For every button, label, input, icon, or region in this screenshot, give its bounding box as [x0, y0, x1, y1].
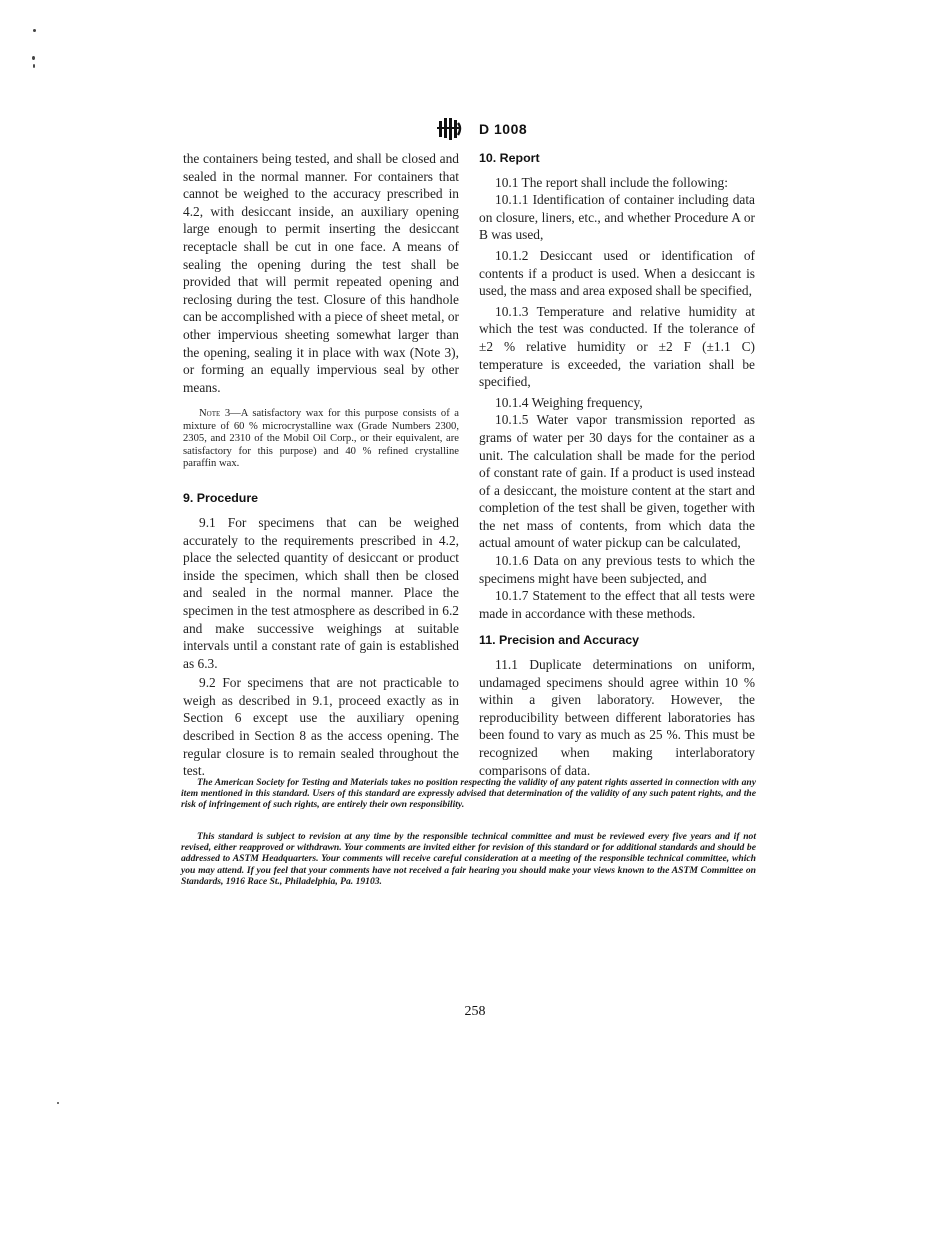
left-column: [183, 150, 459, 780]
astm-logo-icon: [437, 117, 463, 141]
section-9-heading: 9. Procedure: [183, 491, 259, 506]
scan-speck: [57, 1102, 59, 1104]
paragraph-10-1-5: 10.1.5 Water vapor transmission reported as grams of water per 30 days for the container as a unit. The calculation shall be made for the period of constant rate of gain. If a product is used instead of a desiccant, the moisture content at the start and completion of the test shall be given, together with the net mass of contents, from which data the actual amount of water pickup can be calculated,: [479, 412, 755, 551]
paragraph-9-1: 9.1 For specimens that can be weighed accurately to the requirements prescribed in 4.2, place the selected quantity of desiccant or product inside the specimen, which shall then be closed and sealed in the normal manner. Place the specimen in the test atmosphere as described in 6.2 and make successive weighings at suitable intervals until a constant rate of gain is established as 6.3.: [183, 514, 459, 671]
standard-designation: D 1008: [479, 121, 528, 137]
paragraph-11-1: 11.1 Duplicate determinations on uniform, undamaged specimens should agree within 10 % within a given laboratory. However, the reproducibility between different laboratories has been found to vary as much as 25 %. This must be recognized when making interlaboratory comparisons of data.: [479, 657, 755, 778]
paragraph-10-1-3: 10.1.3 Temperature and relative humidity at which the test was conducted. If the tolerance of ±2 % relative humidity or ±2 F (±1.1 C) temperature is exceeded, the variation shall be specified,: [479, 303, 755, 390]
note-3-text: —A satisfactory wax for this purpose consists of a mixture of 60 % microcrystalline wax (Grade Numbers 2300, 2305, and 2310 of the Mobil Oil Corp., or their equivalent, are satisfactory for this purpose) and 40 % refined crystalline paraffin wax.: [183, 408, 460, 469]
scan-speck: [33, 64, 35, 68]
page-number: 258: [464, 1004, 486, 1019]
note-3: [183, 408, 459, 470]
right-column: [479, 150, 755, 779]
section-11-heading: 11. Precision and Accuracy: [479, 633, 640, 648]
paragraph-9-2: 9.2 For specimens that are not practicable to weigh as described in 9.1, proceed exactly as in Section 6 except use the auxiliary opening described in Section 8 as the access opening. The regular closure is to remain sealed throughout the test.: [183, 675, 459, 779]
paragraph-10-1-7: 10.1.7 Statement to the effect that all tests were made in accordance with these methods.: [479, 588, 755, 621]
page-header: [437, 117, 527, 141]
note-3-label: Note 3: [199, 408, 231, 420]
paragraph-10-1-2: 10.1.2 Desiccant used or identification of contents if a product is used. When a desiccant is used, the mass and area exposed shall be specified,: [479, 247, 755, 299]
paragraph-10-1-4: 10.1.4 Weighing frequency,: [495, 394, 643, 410]
revision-notice: This standard is subject to revision at any time by the responsible technical committee and must be reviewed every five years and if not revised, either reapproved or withdrawn. Your comments are invited either for revision of this standard or for additional standards and should be addressed to ASTM Headquarters. Your comments will receive careful consideration at a meeting of the responsible technical committee, which you may attend. If you feel that your comments have not received a fair hearing you should make your views known to the ASTM Committee on Standards, 1916 Race St., Philadelphia, Pa. 19103.: [181, 831, 756, 887]
paragraph-10-1-6: 10.1.6 Data on any previous tests to which the specimens might have been subjected, and: [479, 553, 755, 586]
paragraph-10-1-1: 10.1.1 Identification of container including data on closure, liners, etc., and whether Procedure A or B was used,: [479, 192, 755, 243]
section-10-heading: 10. Report: [479, 151, 540, 165]
scan-speck: [32, 56, 35, 60]
scan-speck: [33, 29, 36, 32]
paragraph-8-continued: the containers being tested, and shall be closed and sealed in the normal manner. For containers that cannot be weighed to the accuracy prescribed in 4.2, with desiccant inside, an auxiliary opening large enough to permit inserting the desiccant receptacle shall be cut in one face. A means of sealing the opening during the test shall be provided that will permit repeated opening and reclosing during the test. Closure of this handhole can be accomplished with a piece of sheet metal, or other impervious sheeting somewhat larger than the opening, sealing it in place with wax (Note 3), or forming an equally impervious seal by other means.: [183, 151, 459, 395]
paragraph-10-1: 10.1 The report shall include the following:: [495, 174, 728, 190]
patent-notice: The American Society for Testing and Materials takes no position respecting the validity of any patent rights asserted in connection with any item mentioned in this standard. Users of this standard are expressly advised that determination of the validity of any such patent rights, and the risk of infringement of such rights, are entirely their own responsibility.: [181, 777, 756, 811]
